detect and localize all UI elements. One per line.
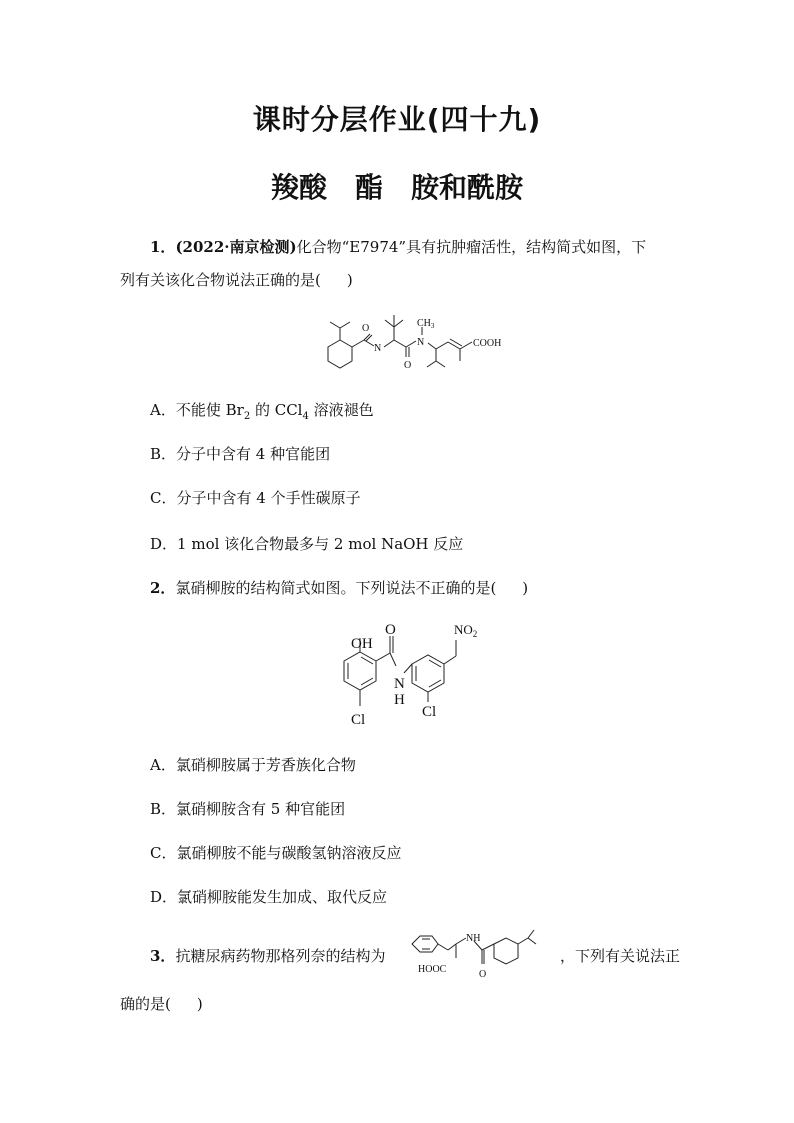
option-letter: A． [150, 401, 176, 419]
option-text: 分子中含有 4 种官能团 [176, 445, 331, 463]
question-number: 3． [150, 947, 176, 965]
question-stem: 化合物“E7974”具有抗肿瘤活性，结构简式如图，下 [296, 238, 647, 256]
option-text: 的 CCl [250, 401, 303, 419]
question-stem: 氯硝柳胺的结构简式如图。下列说法不正确的是( [175, 579, 497, 597]
option-2b [150, 799, 345, 819]
atom-label: N [394, 676, 405, 692]
option-text: 不能使 Br [175, 401, 244, 419]
atom-label: NH [466, 933, 481, 944]
atom-label: $CH_3$ [417, 318, 435, 330]
option-text: 氯硝柳胺能发生加成、取代反应 [177, 888, 388, 906]
option-1a [150, 400, 374, 427]
atom-label: O [362, 323, 370, 334]
question-1-line1 [150, 237, 646, 257]
question-1-line2 [120, 270, 353, 290]
option-1c [150, 488, 361, 508]
option-text: 1 mol 该化合物最多与 2 mol NaOH 反应 [177, 535, 464, 553]
option-letter: D． [150, 535, 178, 553]
question-stem: 抗糖尿病药物那格列奈的结构为 [175, 947, 386, 965]
option-letter: A． [150, 756, 176, 774]
question-3-line1-post [560, 946, 680, 966]
atom-label: O [385, 622, 396, 638]
question-3-line2 [120, 994, 203, 1014]
atom-label: Cl [422, 704, 437, 720]
atom-label: $NO_2$ [454, 622, 478, 639]
option-letter: B． [150, 800, 177, 818]
question-stem: 确的是( [120, 995, 171, 1013]
option-1d [150, 534, 463, 554]
atom-label: OH [351, 636, 373, 652]
option-1b [150, 444, 330, 464]
question-3-line1-pre [150, 946, 385, 966]
option-letter: B． [150, 445, 177, 463]
question-2-line1 [150, 578, 528, 598]
option-2d [150, 887, 387, 907]
atom-label: N [417, 337, 425, 348]
question-stem: 列有关该化合物说法正确的是( [120, 271, 321, 289]
atom-label: O [479, 969, 487, 980]
page-title: 课时分层作业(四十九) [252, 103, 542, 136]
subtitle-part: 胺和酰胺 [411, 171, 524, 204]
option-2a [150, 755, 356, 775]
option-text: 分子中含有 4 个手性碳原子 [176, 489, 361, 507]
atom-label: HOOC [418, 964, 447, 975]
option-text: 氯硝柳胺属于芳香族化合物 [175, 756, 356, 774]
atom-label: N [374, 343, 382, 354]
atom-label: Cl [351, 712, 366, 728]
subtitle-part: 羧酸 [270, 171, 327, 204]
question-stem: ，下列有关说法正 [560, 947, 681, 965]
subtitle-part: 酯 [354, 171, 383, 204]
page-subtitle [0, 166, 794, 206]
molecule-nateglinide-figure [408, 928, 558, 984]
question-close: ) [346, 271, 353, 289]
question-number: 2． [150, 579, 176, 597]
question-source: (2022·南京检测) [175, 238, 297, 256]
atom-label: O [404, 360, 412, 371]
molecule-e7974-figure [310, 305, 510, 377]
option-letter: C． [150, 844, 177, 862]
atom-label: COOH [473, 338, 502, 349]
option-letter: D． [150, 888, 178, 906]
subscript: 4 [302, 411, 309, 422]
option-text: 氯硝柳胺不能与碳酸氢钠溶液反应 [176, 844, 402, 862]
question-close: ) [196, 995, 203, 1013]
molecule-niclosamide-figure [330, 618, 500, 730]
subscript: 2 [243, 411, 251, 422]
option-2c [150, 843, 402, 863]
option-letter: C． [150, 489, 177, 507]
option-text: 氯硝柳胺含有 5 种官能团 [176, 800, 346, 818]
atom-label: H [394, 692, 405, 708]
question-number: 1． [150, 238, 176, 256]
option-text: 溶液褪色 [308, 401, 374, 419]
question-close: ) [522, 579, 529, 597]
